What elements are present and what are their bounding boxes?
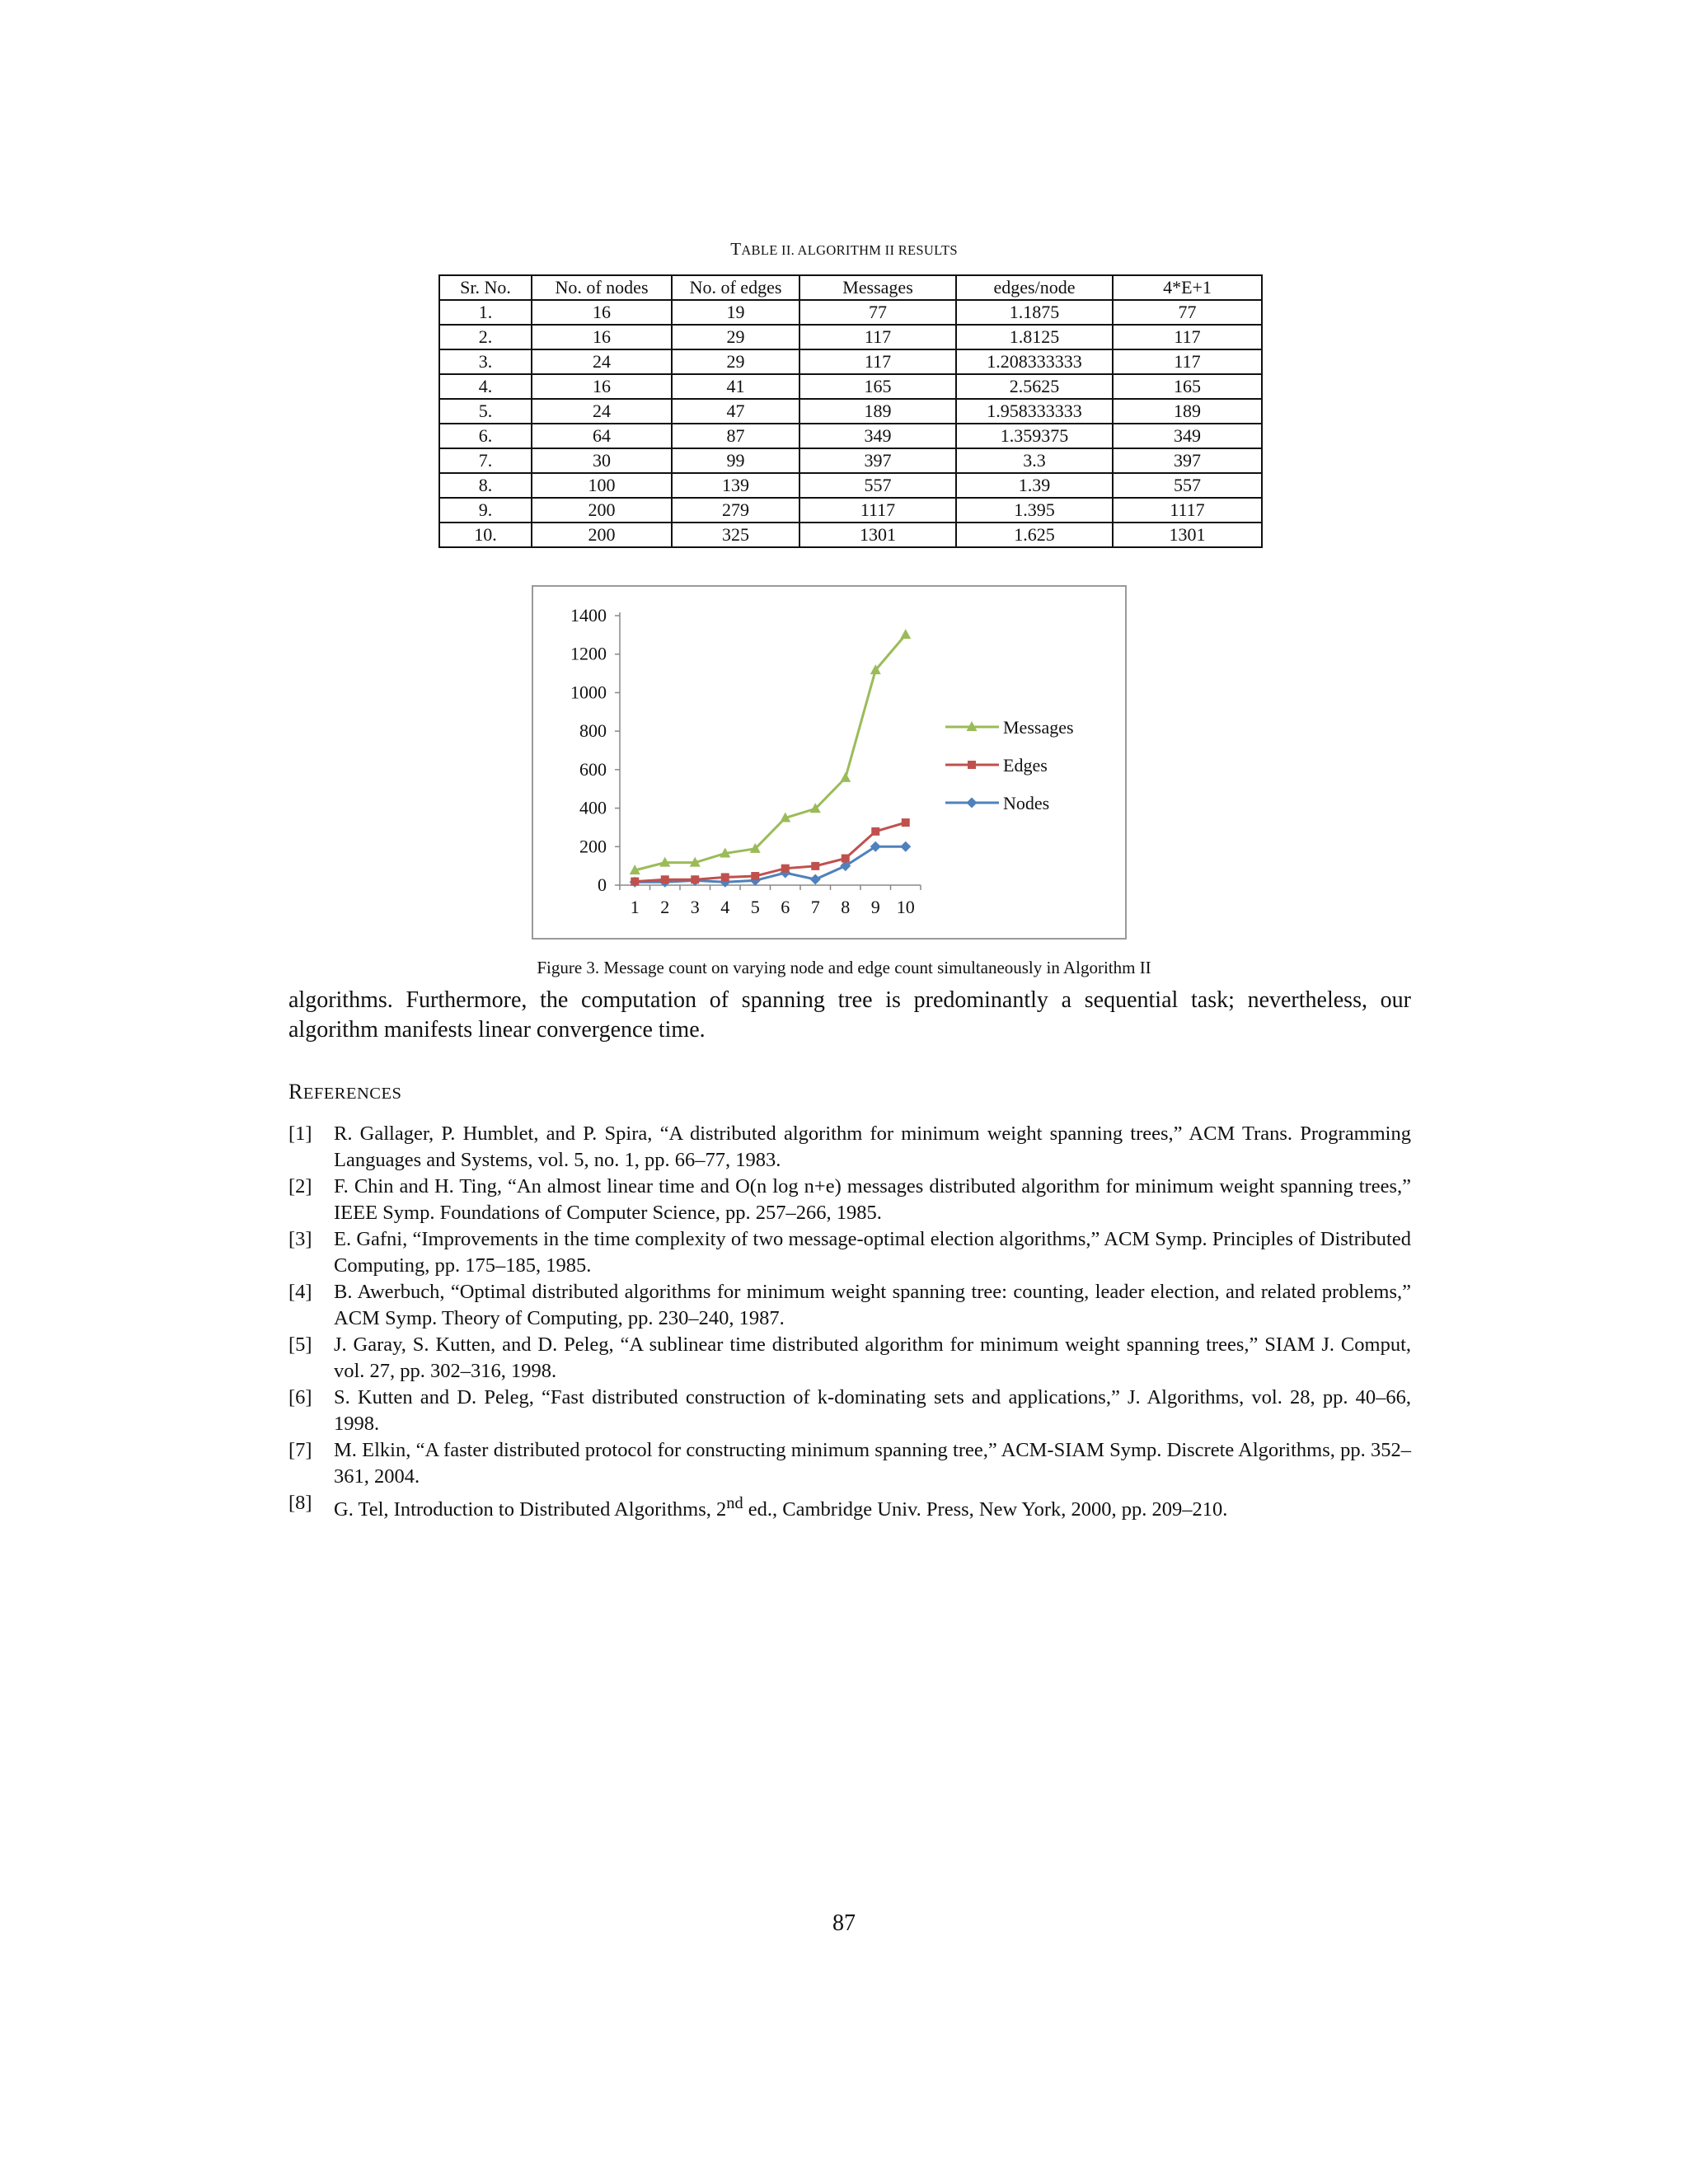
table-cell: 87 [672,424,799,448]
table-cell: 24 [532,349,672,374]
data-point-edges [631,878,639,886]
data-point-edges [781,865,790,873]
data-point-edges [902,818,910,827]
table-row [439,498,1262,523]
table-cell: 29 [672,349,799,374]
table-cell: 1.958333333 [956,399,1113,424]
x-tick-label: 9 [870,897,880,917]
table-cell: 19 [672,300,799,325]
table-cell: 349 [1113,424,1262,448]
message-count-chart [532,585,1127,940]
table-cell: 3.3 [956,448,1113,473]
legend-label-nodes: Nodes [1003,793,1050,813]
x-tick-label: 7 [810,897,820,917]
table-cell: 1.625 [956,523,1113,547]
series-line-nodes [635,846,906,882]
table-cell: 16 [532,300,672,325]
header-sr-no: Sr. No. [439,275,532,300]
page-number: 87 [832,1910,856,1936]
reference-item: [3] E. Gafni, “Improvements in the time complexity of two message-optimal election algorithms,” ACM Symp. Principles of Distributed Computing, pp. 175–185, 1985. [288,1228,1411,1277]
legend-marker-nodes [967,798,978,808]
table-cell: 6. [439,424,532,448]
data-point-edges [691,875,699,883]
x-tick-label: 1 [630,897,640,917]
table-cell: 9. [439,498,532,523]
legend-marker-edges [968,761,976,769]
table-cell: 16 [532,374,672,399]
body-text: algorithms. Furthermore, the computation of spanning tree is predominantly a sequential task; nevertheless, our algorithm manifests linear convergence time. [288,987,1411,1043]
header-edges: No. of edges [672,275,799,300]
table-cell: 139 [672,473,799,498]
table-cell: 1. [439,300,532,325]
series-line-messages [635,635,906,870]
table-cell: 47 [672,399,799,424]
table-cell: 2. [439,325,532,349]
table-cell: 1301 [799,523,956,547]
table-cell: 557 [1113,473,1262,498]
x-tick-label: 8 [841,897,851,917]
table-row [439,473,1262,498]
legend-label-messages: Messages [1003,717,1074,738]
reference-item: [7] M. Elkin, “A faster distributed protocol for constructing minimum spanning tree,” ACM-SIAM Symp. Discrete Algorithms, pp. 352–361, 2004. [288,1439,1411,1488]
table-cell: 29 [672,325,799,349]
references-list [288,1121,1411,1523]
reference-item: [5] J. Garay, S. Kutten, and D. Peleg, “A sublinear time distributed algorithm for minimum weight spanning trees,” SIAM J. Comput, vol. 27, pp. 302–316, 1998. [288,1333,1411,1382]
header-formula: 4*E+1 [1113,275,1262,300]
table-cell: 117 [1113,325,1262,349]
table-cell: 1.1875 [956,300,1113,325]
table-cell: 100 [532,473,672,498]
data-point-edges [661,875,669,883]
table-cell: 8. [439,473,532,498]
reference-item: [1] R. Gallager, P. Humblet, and P. Spira, “A distributed algorithm for minimum weight spanning trees,” ACM Trans. Programming Languages and Systems, vol. 5, no. 1, pp. 66–77, 1983. [288,1122,1411,1171]
table-cell: 1.359375 [956,424,1113,448]
table-cell: 200 [532,523,672,547]
table-row [439,523,1262,547]
legend-label-edges: Edges [1003,755,1048,776]
table-cell: 557 [799,473,956,498]
references-heading: REFERENCES [288,1080,402,1104]
table-cell: 64 [532,424,672,448]
table-cell: 4. [439,374,532,399]
x-tick-label: 10 [896,897,915,917]
table-cell: 10. [439,523,532,547]
table-row [439,448,1262,473]
results-table [438,274,1263,548]
x-tick-label: 6 [781,897,790,917]
table-cell: 2.5625 [956,374,1113,399]
table-cell: 279 [672,498,799,523]
table-cell: 325 [672,523,799,547]
table-cell: 77 [799,300,956,325]
y-tick-label: 1400 [570,605,607,626]
reference-item: [4] B. Awerbuch, “Optimal distributed algorithms for minimum weight spanning tree: counting, leader election, and related problems,” ACM Symp. Theory of Computing, pp. 230–240, 1987. [288,1281,1411,1329]
table-cell: 3. [439,349,532,374]
y-tick-label: 0 [598,874,607,895]
table-cell: 77 [1113,300,1262,325]
table-cell: 41 [672,374,799,399]
data-point-edges [751,872,759,880]
table-row [439,374,1262,399]
table-cell: 397 [1113,448,1262,473]
table-cell: 200 [532,498,672,523]
table-body [439,300,1262,547]
table-cell: 1301 [1113,523,1262,547]
figure-caption: Figure 3. Message count on varying node and edge count simultaneously in Algorithm II [537,958,1151,977]
reference-item: [6] S. Kutten and D. Peleg, “Fast distributed construction of k-dominating sets and applications,” J. Algorithms, vol. 28, pp. 40–66, 1998. [288,1386,1411,1435]
table-row [439,349,1262,374]
table-cell: 117 [1113,349,1262,374]
table-cell: 7. [439,448,532,473]
table-cell: 1117 [1113,498,1262,523]
table-cell: 99 [672,448,799,473]
table-caption: TABLE II. ALGORITHM II RESULTS [730,239,958,259]
table-cell: 30 [532,448,672,473]
table-row [439,325,1262,349]
y-tick-label: 1000 [570,682,607,703]
y-tick-label: 800 [579,720,607,742]
y-tick-label: 1200 [570,643,607,664]
data-point-edges [842,855,850,863]
reference-item: [2] F. Chin and H. Ting, “An almost linear time and O(n log n+e) messages distributed algorithm for minimum weight spanning trees,” IEEE Symp. Foundations of Computer Science, pp. 257–266, 1985. [288,1175,1411,1224]
table-cell: 397 [799,448,956,473]
x-tick-label: 2 [660,897,670,917]
table-row [439,300,1262,325]
header-nodes: No. of nodes [532,275,672,300]
table-cell: 189 [799,399,956,424]
table-cell: 189 [1113,399,1262,424]
data-point-nodes [810,874,821,884]
table-cell: 24 [532,399,672,424]
table-cell: 165 [1113,374,1262,399]
x-tick-label: 4 [720,897,730,917]
data-point-edges [871,827,879,836]
reference-item: [8] G. Tel, Introduction to Distributed Algorithms, 2nd ed., Cambridge Univ. Press, New York, 2000, pp. 209–210. [288,1492,1228,1521]
x-tick-label: 3 [690,897,700,917]
table-cell: 117 [799,349,956,374]
table-row [439,399,1262,424]
table-cell: 117 [799,325,956,349]
data-point-edges [721,873,729,881]
table-cell: 1.395 [956,498,1113,523]
table-cell: 5. [439,399,532,424]
table-cell: 165 [799,374,956,399]
table-header-row [439,275,1262,300]
table-cell: 1117 [799,498,956,523]
table-cell: 349 [799,424,956,448]
header-messages: Messages [799,275,956,300]
y-tick-label: 600 [579,758,607,780]
table-cell: 1.8125 [956,325,1113,349]
chart-svg [533,587,1125,938]
table-cell: 1.208333333 [956,349,1113,374]
data-point-messages [840,772,851,782]
data-point-edges [811,862,819,870]
data-point-messages [900,629,911,639]
header-edges-per-node: edges/node [956,275,1113,300]
body-paragraph [288,986,1411,1045]
data-point-nodes [900,841,911,852]
y-tick-label: 400 [579,797,607,818]
y-tick-label: 200 [579,836,607,857]
table-row [439,424,1262,448]
table-cell: 16 [532,325,672,349]
x-tick-label: 5 [750,897,760,917]
table-cell: 1.39 [956,473,1113,498]
